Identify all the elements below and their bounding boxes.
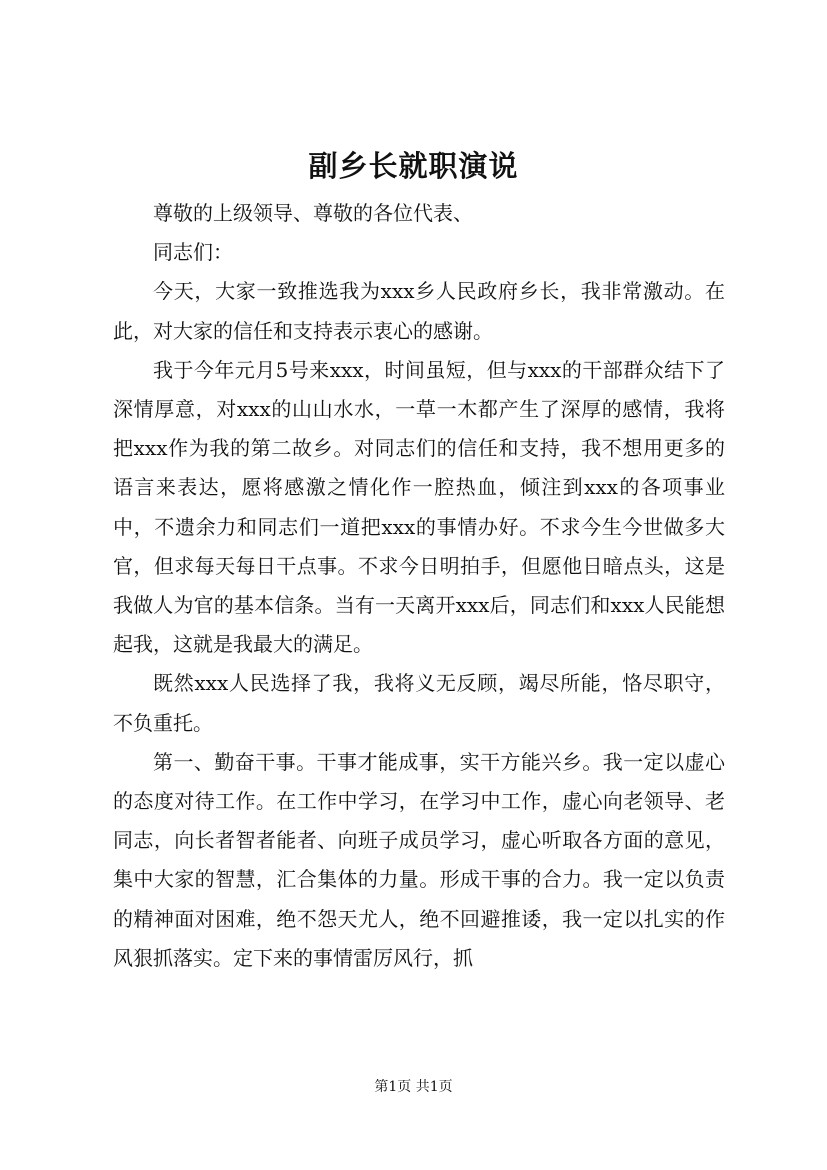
paragraph-salutation-2: 同志们： [153, 240, 233, 265]
document-body [113, 194, 725, 978]
document-title: 副乡长就职演说 [308, 149, 519, 183]
paragraph-point-one: 第一、勤奋干事。干事才能成事，实干方能兴乡。我一定以虚心的态度对待工作。在工作中学习，在学习中工作，虚心向老领导、老同志，向长者智者能者、向班子成员学习，虚心听取各方面的意见，集中大家的智慧，汇合集体的力量。形成干事的合力。我一定以负责的精神面对困难，绝不怨天尤人，绝不回避推诿，我一定以扎实的作风狠抓落实。定下来的事情雷厉风行，抓 [113, 749, 725, 970]
paragraph-salutation-1: 尊敬的上级领导、尊敬的各位代表、 [153, 201, 473, 225]
paragraph-background: 我于今年元月5号来xxx，时间虽短，但与xxx的干部群众结下了深情厚意，对xxx的山山水水，一草一木都产生了深厚的感情，我将把xxx作为我的第二故乡。对同志们的信任和支持，我不想用更多的语言来表达，愿将感激之情化作一腔热血，倾注到xxx的各项事业中，不遗余力和同志们一道把xxx的事情办好。不求今生今世做多大官，但求每天每日干点事。不求今日明拍手，但愿他日暗点头，这是我做人为官的基本信条。当有一天离开xxx后，同志们和xxx人民能想起我，这就是我最大的满足。 [113, 357, 725, 657]
paragraph-commitment: 既然xxx人民选择了我，我将义无反顾，竭尽所能，恪尽职守，不负重托。 [113, 671, 725, 735]
page-footer: 第1页 共1页 [374, 1079, 453, 1095]
paragraph-intro: 今天，大家一致推选我为xxx乡人民政府乡长，我非常激动。在此，对大家的信任和支持表示衷心的感谢。 [113, 279, 725, 343]
